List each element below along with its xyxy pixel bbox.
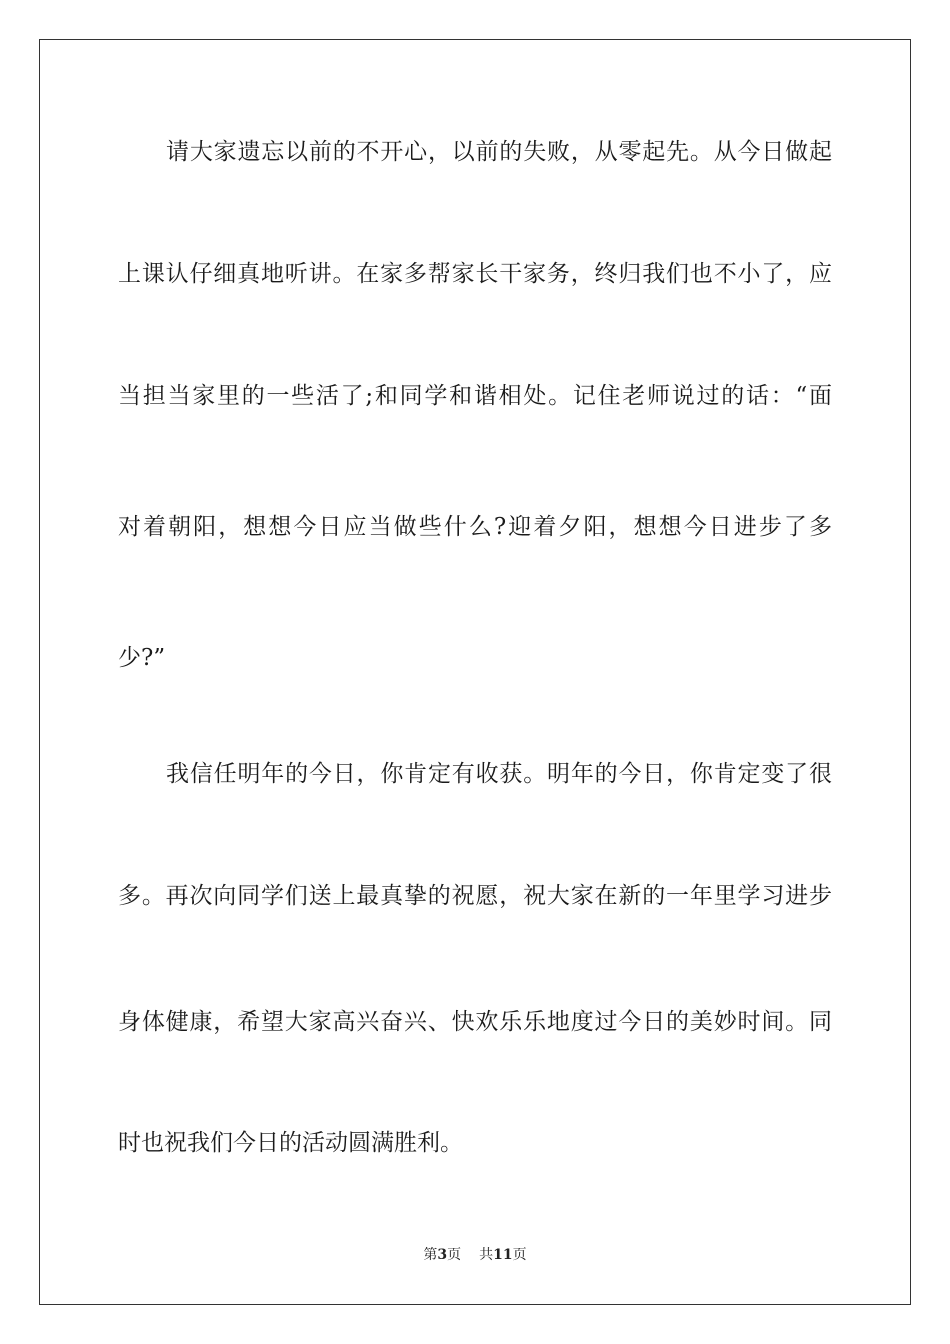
paragraph-1-line-5: 少?” [118,645,166,671]
paragraph-2-line-2: 多。再次向同学们送上最真挚的祝愿，祝大家在新的一年里学习进步 [118,883,832,909]
page-suffix: 页 [447,1247,462,1263]
paragraph-1-line-2: 上课认仔细真地听讲。在家多帮家长干家务，终归我们也不小了，应 [118,261,832,287]
paragraph-1-line-1: 请大家遗忘以前的不开心，以前的失败，从零起先。从今日做起 [166,139,832,165]
total-pages: 11 [493,1247,513,1263]
paragraph-2-line-4: 时也祝我们今日的活动圆满胜利。 [118,1130,463,1156]
page-number: 3 [437,1247,448,1263]
page-prefix: 第 [423,1247,438,1263]
total-suffix: 页 [512,1247,527,1263]
paragraph-2-line-1: 我信任明年的今日，你肯定有收获。明年的今日，你肯定变了很 [166,761,832,787]
page-footer [0,1245,950,1265]
paragraph-2-line-3: 身体健康，希望大家高兴奋兴、快欢乐乐地度过今日的美妙时间。同 [118,1009,832,1035]
paragraph-1-line-3: 当担当家里的一些活了;和同学和谐相处。记住老师说过的话：“面 [118,383,832,409]
total-prefix: 共 [479,1247,494,1263]
paragraph-1-line-4: 对着朝阳，想想今日应当做些什么?迎着夕阳，想想今日进步了多 [118,514,832,540]
